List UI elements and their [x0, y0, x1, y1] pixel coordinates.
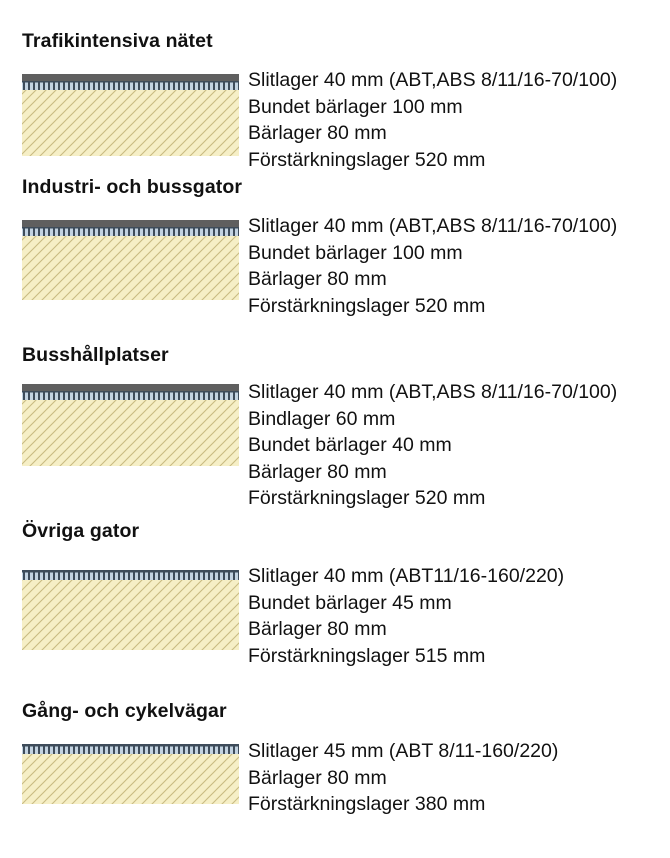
layer-label: Slitlager 40 mm (ABT,ABS 8/11/16-70/100): [248, 215, 618, 237]
section-title: Gång- och cykelvägar: [22, 700, 227, 722]
wearing-course-layer: [22, 220, 239, 227]
pavement-cross-section: [22, 74, 239, 156]
section-title: Busshållplatser: [22, 344, 169, 366]
layer-label: Bundet bärlager 100 mm: [248, 241, 463, 264]
layer-label: Slitlager 45 mm (ABT 8/11-160/220): [248, 740, 559, 762]
layer-label: Bärlager 80 mm: [248, 618, 387, 640]
subbase-layer: [22, 90, 239, 156]
layer-label: Bundet bärlager 100 mm: [248, 95, 463, 118]
subbase-layer: [22, 754, 239, 804]
layer-label: Bärlager 80 mm: [248, 122, 387, 144]
layer-label: Förstärkningslager 520 mm: [248, 487, 486, 509]
cross-section-graphic: [22, 744, 239, 804]
pavement-cross-section: [22, 570, 239, 650]
layer-label: Slitlager 40 mm (ABT,ABS 8/11/16-70/100): [248, 69, 618, 91]
layer-label: Bärlager 80 mm: [248, 766, 387, 789]
layer-list: [248, 563, 564, 669]
layer-label: Förstärkningslager 380 mm: [248, 793, 486, 815]
layer-list: [248, 738, 558, 818]
layer-label: Bärlager 80 mm: [248, 268, 387, 290]
wearing-course-layer: [22, 74, 239, 81]
section-title: Övriga gator: [22, 520, 140, 542]
subbase-layer: [22, 236, 239, 300]
pavement-cross-section: [22, 384, 239, 466]
cross-section-graphic: [22, 74, 239, 156]
layer-label: Bindlager 60 mm: [248, 407, 396, 430]
pavement-cross-section: [22, 220, 239, 300]
cross-section-graphic: [22, 570, 239, 650]
layer-list: [248, 213, 617, 319]
subbase-layer: [22, 400, 239, 466]
layer-label: Förstärkningslager 520 mm: [248, 294, 486, 317]
layer-label: Bärlager 80 mm: [248, 460, 387, 483]
section-title: Industri- och bussgator: [22, 176, 243, 198]
cross-section-graphic: [22, 384, 239, 466]
layer-label: Bundet bärlager 45 mm: [248, 591, 452, 614]
wearing-course-layer: [22, 384, 239, 391]
layer-label: Bundet bärlager 40 mm: [248, 434, 452, 456]
layer-list: [248, 67, 617, 173]
pavement-cross-section: [22, 744, 239, 804]
subbase-layer: [22, 580, 239, 650]
layer-label: Förstärkningslager 515 mm: [248, 644, 486, 667]
layer-label: Slitlager 40 mm (ABT11/16-160/220): [248, 565, 565, 587]
section-title: Trafikintensiva nätet: [22, 30, 213, 52]
layer-label: Slitlager 40 mm (ABT,ABS 8/11/16-70/100): [248, 381, 618, 403]
cross-section-graphic: [22, 220, 239, 300]
layer-list: [248, 379, 617, 512]
layer-label: Förstärkningslager 520 mm: [248, 148, 486, 171]
